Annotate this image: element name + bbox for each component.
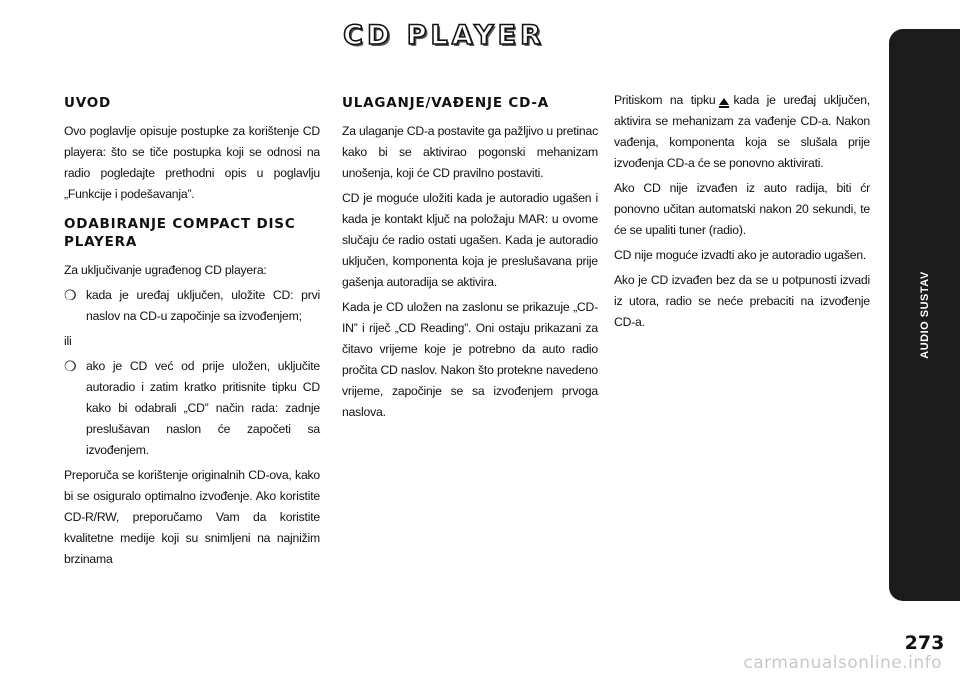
bullet-icon: ❍ (64, 358, 77, 374)
eject-text-before: Pritiskom na tipku (614, 93, 716, 107)
paragraph-uvod: Ovo poglavlje opisuje postupke za korištenje CD playera: što se tiče postupka koji se odnosi na radio pogledajte prethodni opis u poglavlju „Funkcije i podešavanja”. (64, 124, 320, 201)
heading-odabiranje: ODABIRANJE COMPACT DISC PLAYERA (64, 216, 296, 250)
eject-text-after: kada je uređaj uključen, aktivira se mehanizam za vađenje CD-a. Nakon vađenja, komponenta koja se slušala prije izvođenja CD-a će se ponovno aktivirati. (614, 93, 870, 170)
eject-icon (719, 98, 729, 105)
bullet-text-2: ako je CD već od prije uložen, uključite autoradio i zatim kratko pritisnite tipku CD kako bi odabrali „CD” način rada: zadnje preslušavan naslon će započeti sa izvođenjem. (86, 359, 320, 457)
heading-ulaganje: ULAGANJE/VAĐENJE CD-A (342, 95, 549, 111)
column-1 (64, 90, 320, 574)
paragraph-reload: Ako CD nije izvađen iz auto radija, biti ćr ponovno učitan automatski nakon 20 sekundi, te će se upaliti tuner (radio). (614, 181, 870, 237)
paragraph-preporuca: Preporuča se korištenje originalnih CD-ova, kako bi se osiguralo optimalno izvođenje. Ako koristite CD-R/RW, preporučamo Vam da koristite kvalitetne medije koji su snimljeni na najnižim brzinama (64, 468, 320, 566)
paragraph-no-eject: CD nije moguće izvadti ako je autoradio ugašen. (614, 248, 867, 262)
page-title: CD PLAYER (343, 20, 545, 51)
section-tab (889, 29, 960, 601)
bullet-text-1: kada je uređaj uključen, uložite CD: prvi naslov na CD-u započinje sa izvođenjem; (86, 288, 320, 323)
list-item (64, 285, 320, 331)
paragraph-ulaganje-3: Kada je CD uložen na zaslonu se prikazuje „CD-IN” i riječ „CD Reading”. Oni ostaju prikazani za čitavo vrijeme koje je potrebno da auto radio pročita CD naslov. Nakon što protekne navedeno vrijeme, započinje se sa izvođenjem prvoga naslova. (342, 300, 598, 419)
paragraph-eject (614, 90, 870, 174)
column-3 (614, 90, 870, 337)
paragraph-ili: ili (64, 334, 72, 348)
page-number: 273 (904, 632, 945, 654)
watermark: carmanualsonline.info (743, 653, 942, 673)
heading-uvod: UVOD (64, 95, 112, 111)
bullet-icon: ❍ (64, 287, 77, 303)
column-2 (342, 90, 598, 427)
paragraph-intro: Za uključivanje ugrađenog CD playera: (64, 263, 267, 277)
section-tab-label: AUDIO SUSTAV (918, 271, 931, 359)
paragraph-partial: Ako je CD izvađen bez da se u potpunosti izvadi iz utora, radio se neće prebaciti na izvođenje CD-a. (614, 273, 870, 329)
paragraph-ulaganje-1: Za ulaganje CD-a postavite ga pažljivo u pretinac kako bi se aktivirao pogonski mehanizam unošenja, koji će CD pravilno postaviti. (342, 124, 598, 180)
paragraph-ulaganje-2: CD je moguće uložiti kada je autoradio ugašen i kada je kontakt ključ na položaju MAR: u ovome slučaju će radio ostati ugašen. Kada je autoradio uključen, komponenta koja je preslušavana prije gašenja autoradija se aktivira. (342, 191, 598, 289)
list-item (64, 356, 320, 465)
